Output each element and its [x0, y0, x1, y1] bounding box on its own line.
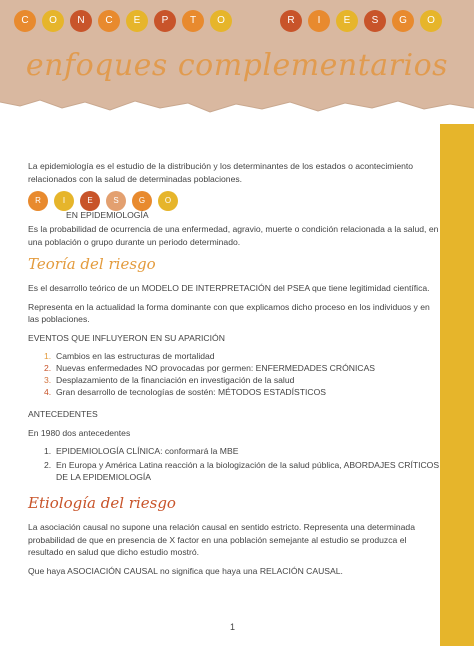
riesgo-definition: Es la probabilidad de ocurrencia de una enfermedad, agravio, muerte o condición relacionada a la salud, en una población o grupo durante un periodo determinado. [28, 224, 439, 247]
concepto-letter: C [14, 10, 36, 32]
riesgo-badge-letter: O [158, 191, 178, 211]
antecedentes-heading: ANTECEDENTES [28, 409, 98, 419]
concepto-letter: E [126, 10, 148, 32]
list-item: 1. EPIDEMIOLOGÍA CLÍNICA: conformará la MBE [44, 446, 239, 456]
list-item: 2. Nuevas enfermedades NO provocadas por germen: ENFERMEDADES CRÓNICAS [44, 363, 376, 373]
etiologia-paragraph-1: La asociación causal no supone una relación causal en sentido estricto. Representa una determinada probabilidad de que en presencia de X factor en una población semejante al estudio se produzca el resultado en salud que dicho estudio mostró. [28, 522, 415, 557]
page-title: enfoques complementarios [25, 48, 449, 83]
riesgo-badge [28, 191, 442, 220]
list-item: 2. En Europa y América Latina reacción a la biologización de la salud pública, ABORDAJES CRÍTICOS DE LA EPIDEMIOLOGÍA [44, 460, 440, 482]
riesgo-letter: I [308, 10, 330, 32]
letter-circles-row [0, 10, 474, 34]
concepto-letter: O [42, 10, 64, 32]
intro-paragraph: La epidemiología es el estudio de la distribución y los determinantes de los estados o acontecimiento relacionados con la salud de determinadas poblaciones. [28, 161, 414, 184]
antecedentes-intro: En 1980 dos antecedentes [28, 427, 131, 438]
concepto-letter: T [182, 10, 204, 32]
teoria-paragraph-2: Representa en la actualidad la forma dominante con que explicamos dicho proceso en los individuos y en las poblaciones. [28, 301, 430, 324]
sidebar-accent-bar [440, 124, 474, 646]
riesgo-badge-letter: S [106, 191, 126, 211]
list-item: 3. Desplazamiento de la financiación en investigación de la salud [44, 375, 295, 385]
antecedentes-list [28, 445, 442, 483]
riesgo-badge-letter: E [80, 191, 100, 211]
list-item: 1. Cambios en las estructuras de mortalidad [44, 351, 215, 361]
riesgo-letter: E [336, 10, 358, 32]
eventos-list [28, 350, 442, 398]
etiologia-paragraph-2: Que haya ASOCIACIÓN CAUSAL no significa que haya una RELACIÓN CAUSAL. [28, 565, 343, 576]
concepto-letter: O [210, 10, 232, 32]
riesgo-letter: S [364, 10, 386, 32]
concepto-letter: N [70, 10, 92, 32]
concepto-letter: P [154, 10, 176, 32]
riesgo-letter: R [280, 10, 302, 32]
riesgo-badge-letter: I [54, 191, 74, 211]
page-number: 1 [230, 622, 236, 632]
section-title-teoria: Teoría del riesgo [28, 255, 156, 273]
riesgo-letter: O [420, 10, 442, 32]
concepto-letter: C [98, 10, 120, 32]
list-item: 4. Gran desarrollo de tecnologías de sostén: MÉTODOS ESTADÍSTICOS [44, 387, 327, 397]
riesgo-subtitle: EN EPIDEMIOLOGÍA [66, 210, 149, 220]
eventos-heading: EVENTOS QUE INFLUYERON EN SU APARICIÓN [28, 332, 225, 343]
riesgo-badge-letter: G [132, 191, 152, 211]
riesgo-badge-letter: R [28, 191, 48, 211]
document-body [28, 160, 442, 583]
riesgo-letter: G [392, 10, 414, 32]
torn-paper-edge [0, 96, 474, 136]
teoria-paragraph-1: Es el desarrollo teórico de un MODELO DE INTERPRETACIÓN del PSEA que tiene legitimidad científica. [28, 283, 430, 293]
section-title-etiologia: Etiología del riesgo [28, 494, 176, 512]
